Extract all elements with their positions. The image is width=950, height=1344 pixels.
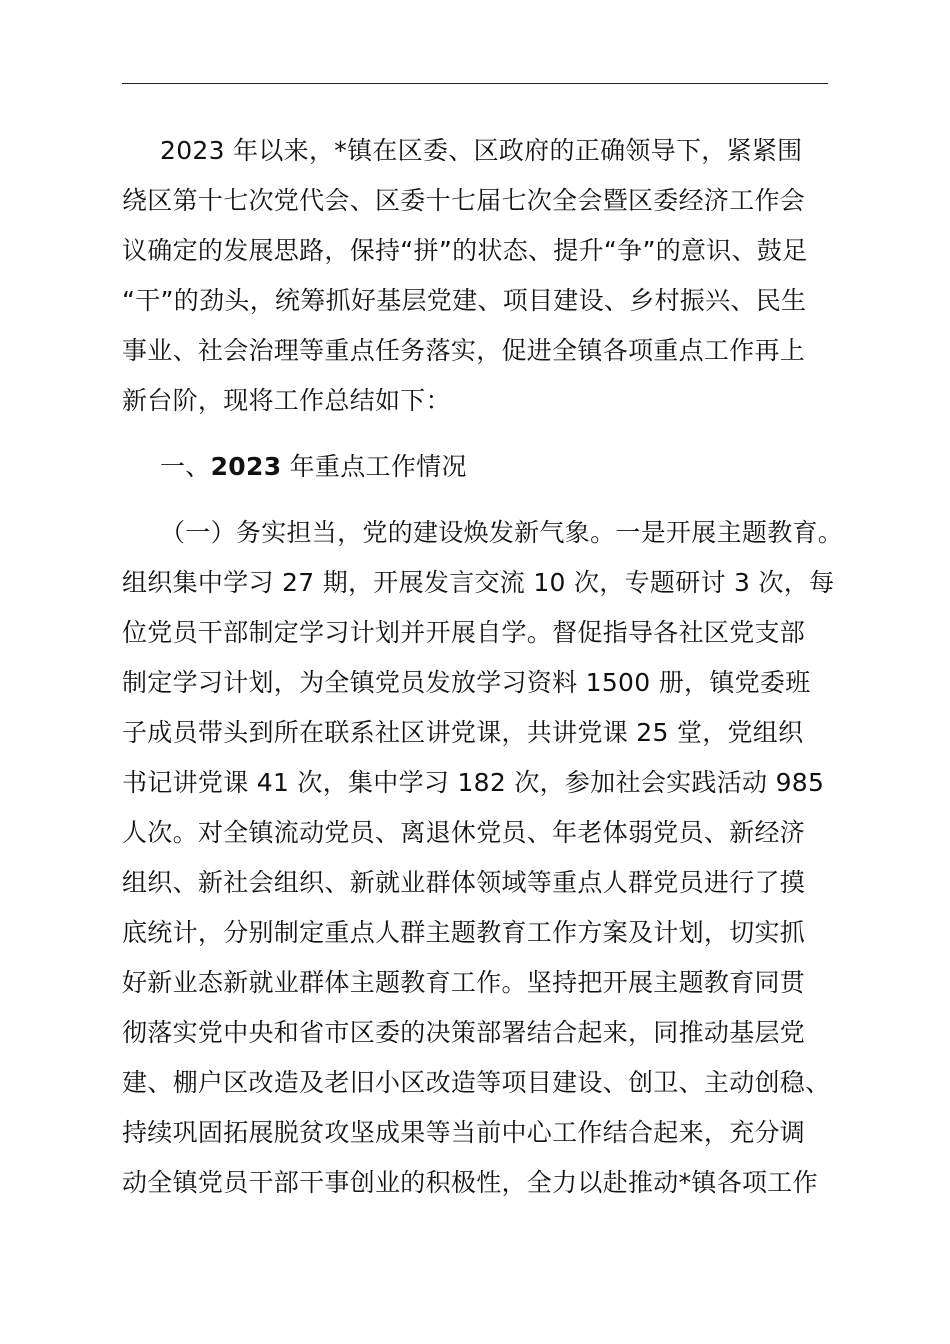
- section-line: 持续巩固拓展脱贫攻坚成果等当前中心工作结合起来，充分调: [122, 1118, 806, 1147]
- section-heading-prefix: 一、: [160, 452, 211, 481]
- document-body: [122, 126, 842, 1208]
- intro-line: 议确定的发展思路，保持“拼”的状态、提升“争”的意识、鼓足: [122, 236, 808, 265]
- section-line: （一）务实担当，党的建设焕发新气象。一是开展主题教育。: [160, 518, 844, 547]
- paragraph-gap: [122, 492, 842, 508]
- section-line: 底统计，分别制定重点人群主题教育工作方案及计划，切实抓: [122, 918, 806, 947]
- section-line: 建、棚户区改造及老旧小区改造等项目建设、创卫、主动创稳、: [122, 1068, 831, 1097]
- section-line: 书记讲党课 41 次，集中学习 182 次，参加社会实践活动 985: [122, 768, 825, 797]
- intro-line: “干”的劲头，统筹抓好基层党建、项目建设、乡村振兴、民生: [122, 286, 807, 315]
- section-line: 动全镇党员干部干事创业的积极性，全力以赴推动*镇各项工作: [122, 1168, 818, 1197]
- section-line: 人次。对全镇流动党员、离退休党员、年老体弱党员、新经济: [122, 818, 806, 847]
- intro-line: 2023 年以来，*镇在区委、区政府的正确领导下，紧紧围: [160, 136, 803, 165]
- section-line: 组织、新社会组织、新就业群体领域等重点人群党员进行了摸: [122, 868, 806, 897]
- section-line: 制定学习计划，为全镇党员发放学习资料 1500 册，镇党委班: [122, 668, 811, 697]
- section-heading: [122, 442, 842, 492]
- section-line: 子成员带头到所在联系社区讲党课，共讲党课 25 堂，党组织: [122, 718, 804, 747]
- section-line: 位党员干部制定学习计划并开展自学。督促指导各社区党支部: [122, 618, 806, 647]
- header-rule: [122, 83, 828, 84]
- section-heading-text: 年重点工作情况: [281, 452, 467, 481]
- intro-line: 新台阶，现将工作总结如下：: [122, 386, 451, 415]
- section-line: 彻落实党中央和省市区委的决策部署结合起来，同推动基层党: [122, 1018, 806, 1047]
- paragraph-gap: [122, 426, 842, 442]
- intro-line: 事业、社会治理等重点任务落实，促进全镇各项重点工作再上: [122, 336, 806, 365]
- intro-line: 绕区第十七次党代会、区委十七届七次全会暨区委经济工作会: [122, 186, 806, 215]
- section-line: 组织集中学习 27 期，开展发言交流 10 次，专题研讨 3 次，每: [122, 568, 835, 597]
- section-heading-year: 2023: [210, 452, 282, 481]
- section-line: 好新业态新就业群体主题教育工作。坚持把开展主题教育同贯: [122, 968, 806, 997]
